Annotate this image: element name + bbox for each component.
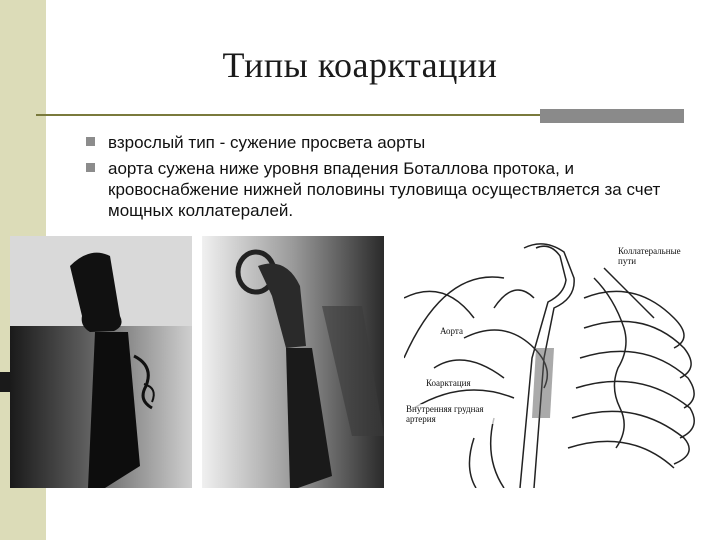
diagram-label-aorta: Аорта [440, 326, 463, 336]
xray-image-1 [10, 236, 192, 488]
bullet-marker-icon [86, 163, 95, 172]
title-rule [36, 114, 540, 116]
diagram-label-collaterals: Коллатеральные пути [618, 246, 700, 266]
xray-image-icon [202, 236, 384, 488]
slide-title: Типы коарктации [222, 45, 498, 85]
bullet-marker-icon [86, 137, 95, 146]
anatomical-diagram-icon [404, 238, 702, 488]
bullet-text: взрослый тип - сужение просвета аорты [108, 133, 426, 152]
xray-image-2 [202, 236, 384, 488]
left-decor-mark [0, 372, 10, 392]
xray-image-icon [10, 236, 192, 488]
diagram-label-internal-artery: Внутренняя грудная артерия [406, 404, 508, 424]
diagram-label-coarctation: Коарктация [426, 378, 471, 388]
title-rule-accent [540, 109, 684, 123]
bullet-list [86, 132, 686, 226]
anatomical-diagram [404, 238, 702, 488]
bullet-item [86, 158, 686, 221]
bullet-item [86, 132, 686, 153]
bullet-text: аорта сужена ниже уровня впадения Боталлова протока, и кровоснабжение нижней половины туловища осуществляется за счет мощных коллатералей. [108, 159, 661, 220]
